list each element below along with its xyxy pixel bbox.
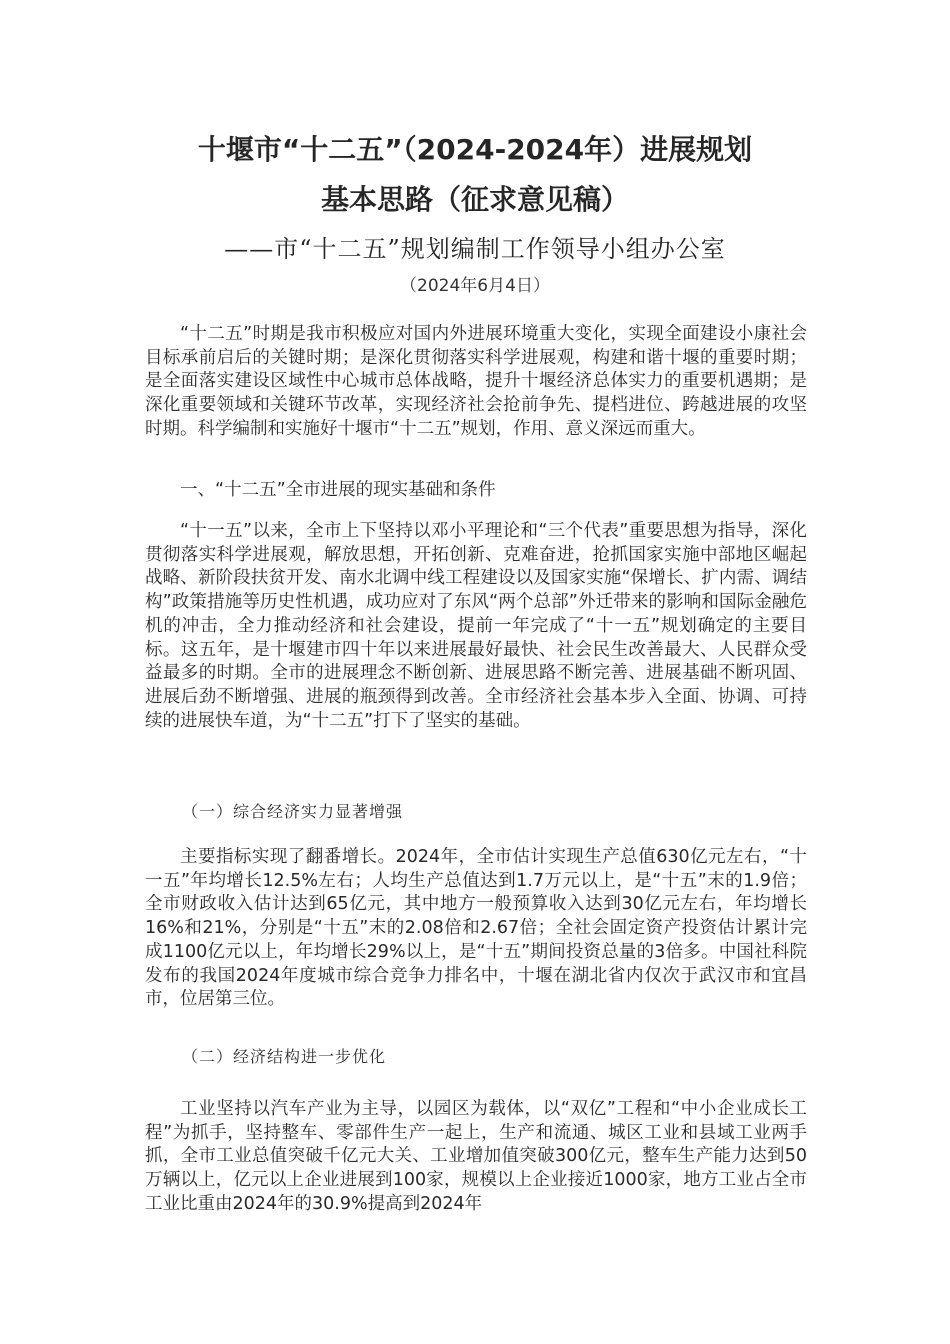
subsection1-heading: （一）综合经济实力显著增强 <box>182 802 404 821</box>
intro-paragraph: “十二五”时期是我市积极应对国内外进展环境重大变化，实现全面建设小康社会目标承前启后的关键时期；是深化贯彻落实科学进展观，构建和谐十堰的重要时期；是全面落实建设区域性中心城市总体战略，提升十堰经济总体实力的重要机遇期；是深化重要领域和关键环节改革，实现经济社会抢前争先、提档进位、跨越进展的攻坚时期。科学编制和实施好十堰市“十二五”规划，作用、意义深远而重大。 <box>145 324 807 439</box>
subsection2-heading: （二）经济结构进一步优化 <box>182 1047 387 1066</box>
section1-paragraph: “十一五”以来，全市上下坚持以邓小平理论和“三个代表”重要思想为指导，深化贯彻落实科学进展观，解放思想，开拓创新、克难奋进，抢抓国家实施中部地区崛起战略、新阶段扶贫开发、南水北调中线工程建设以及国家实施“保增长、扩内需、调结构”政策措施等历史性机遇，成功应对了东风“两个总部”外迁带来的影响和国际金融危机的冲击，全力推动经济和社会建设，提前一年完成了“十一五”规划确定的主要目标。这五年，是十堰建市四十年以来进展最好最快、社会民生改善最大、人民群众受益最多的时期。全市的进展理念不断创新、进展思路不断完善、进展基础不断巩固、进展后劲不断增强、进展的瓶颈得到改善。全市经济社会基本步入全面、协调、可持续的进展快车道，为“十二五”打下了坚实的基础。 <box>145 521 807 731</box>
document-subtitle: ——市“十二五”规划编制工作领导小组办公室 <box>224 235 726 263</box>
document-title-line2: 基本思路（征求意见稿） <box>320 183 629 216</box>
document-date: （2024年6月4日） <box>400 276 550 296</box>
subsection1-paragraph: 主要指标实现了翻番增长。2024年，全市估计实现生产总值630亿元左右，“十一五”年均增长12.5%左右；人均生产总值达到1.7万元以上，是“十五”末的1.9倍；全市财政收入估计达到65亿元，其中地方一般预算收入达到30亿元左右，年均增长16%和21%，分别是“十五”末的2.08倍和2.67倍；全社会固定资产投资估计累计完成1100亿元以上，年均增长29%以上，是“十五”期间投资总量的3倍多。中国社科院发布的我国2024年度城市综合竞争力排名中，十堰在湖北省内仅次于武汉市和宜昌市，位居第三位。 <box>145 847 807 1010</box>
subsection2-paragraph: 工业坚持以汽车产业为主导，以园区为载体，以“双亿”工程和“中小企业成长工程”为抓手，坚持整车、零部件生产一起上，生产和流通、城区工业和县域工业两手抓，全市工业总值突破千亿元大关、工业增加值突破300亿元，整车生产能力达到50万辆以上，亿元以上企业进展到100家，规模以上企业接近1000家，地方工业占全市工业比重由2024年的30.9%提高到2024年 <box>145 1099 807 1214</box>
document-title-line1: 十堰市“十二五”（2024-2024年）进展规划 <box>197 133 753 166</box>
section1-heading: 一、“十二五”全市进展的现实基础和条件 <box>180 480 496 500</box>
